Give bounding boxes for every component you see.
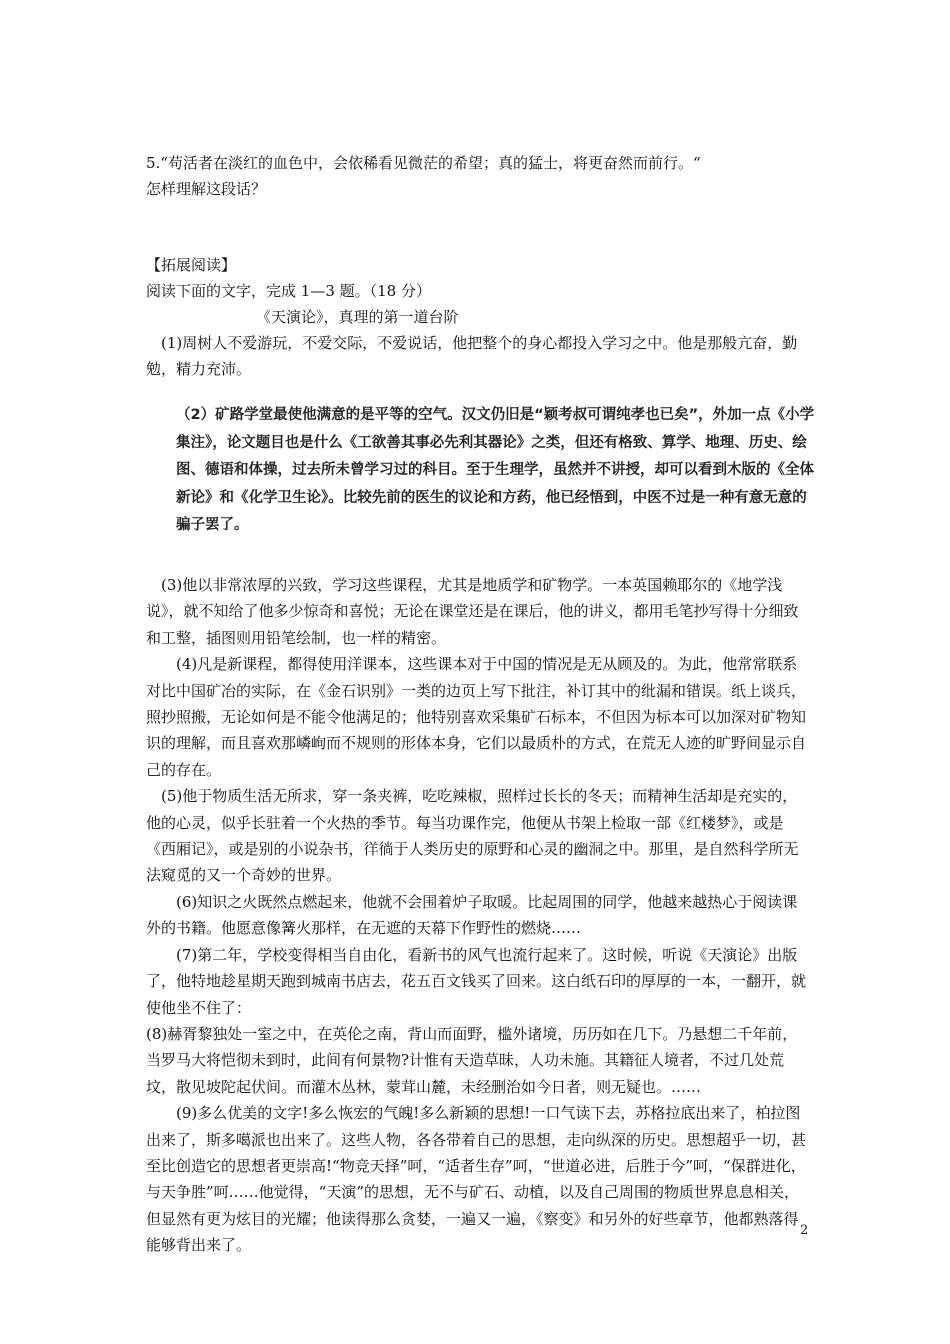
paragraph-5: (5)他于物质生活无所求，穿一条夹裤，吃吃辣椒，照样过长长的冬天；而精神生活却是充实的，他的心灵，似乎长驻着一个火热的季节。每当功课作完，他便从书架上检取一部《红楼梦》，或是《西厢记》，或是别的小说杂书，徉徜于人类历史的原野和心灵的幽洞之中。那里，是自然科学所无法窥觅的又一个奇妙的世界。 [146,787,799,885]
question-5 [146,150,812,202]
extended-reading [146,252,812,382]
paragraph-9: (9)多么优美的文字!多么恢宏的气魄!多么新颖的思想!一口气读下去，苏格拉底出来了，柏拉图出来了，斯多噶派也出来了。这些人物，各各带着自己的思想，走向纵深的历史。思想超乎一切，甚至比创造它的思想者更崇高!“物竞天择”呵，“适者生存”呵，“世道必进，后胜于今”呵，“保群进化，与天争胜”呵……他觉得，“天演”的思想，无不与矿石、动植，以及自己周围的物质世界息息相关，但显然有更为炫目的光耀；他读得那么贪婪，一遍又一遍，《察变》和另外的好些章节，他都熟落得能够背出来了。 [146,1104,807,1255]
question-5-line-2: 怎样理解这段话？ [146,180,267,198]
paragraph-2-scanned [176,402,816,540]
instruction: 阅读下面的文字，完成 1—3 题。（18 分） [146,282,431,300]
paragraph-8: (8)赫胥黎独处一室之中，在英伦之南，背山而面野，槛外诸境，历历如在几下。乃悬想二千年前，当罗马大将恺彻未到时，此间有何景物?计惟有天造草昧，人功未施。其籍征人境者，不过几处荒坟，散见坡陀起伏间。而灌木丛林，蒙茸山麓，未经删治如今日者，则无疑也。…… [146,1024,798,1096]
article-body [146,572,812,1259]
section-heading: 【拓展阅读】 [146,256,237,274]
question-5-line-1: 5.“苟活者在淡红的血色中，会依稀看见微茫的希望；真的猛士，将更奋然而前行。“ [146,154,701,172]
paragraph-4: (4)凡是新课程，都得使用洋课本，这些课本对于中国的情况是无从顾及的。为此，他常常联系对比中国矿冶的实际，在《金石识别》一类的边页上写下批注，补订其中的纰漏和错误。纸上谈兵，照抄照搬，无论如何是不能令他满足的；他特别喜欢采集矿石标本，不但因为标本可以加深对矿物知识的理解，而且喜欢那嶙峋而不规则的形体本身，它们以最质朴的方式，在荒无人迹的旷野间显示自己的存在。 [146,655,807,779]
page-number: 2 [800,1223,809,1238]
article-title: 《天演论》，真理的第一道台阶 [256,308,459,326]
paragraph-7: (7)第二年，学校变得相当自由化，看新书的风气也流行起来了。这时候，听说《天演论》出版了，他特地趁星期天跑到城南书店去，花五百文钱买了回来。这白纸石印的厚厚的一本，一翻开，就使他坐不住了： [146,945,807,1017]
paragraph-6: (6)知识之火既然点燃起来，他就不会围着炉子取暖。比起周围的同学，他越来越热心于阅读课外的书籍。他愿意像篝火那样，在无遮的天幕下作野性的燃烧…… [146,892,798,938]
paragraph-1: (1)周树人不爱游玩，不爱交际，不爱说话，他把整个的身心都投入学习之中。他是那般亢奋，勤勉，精力充沛。 [146,334,798,378]
paragraph-2: （2）矿路学堂最使他满意的是平等的空气。汉文仍旧是“颖考叔可谓纯孝也已矣”，外加一点《小学集注》，论文题目也是什么《工欲善其事必先利其器论》之类，但还有格致、算学、地理、历史、绘图、德语和体操，过去所未曾学习过的科目。至于生理学，虽然并不讲授，却可以看到木版的《全体新论》和《化学卫生论》。比较先前的医生的议论和方药，他已经悟到，中医不过是一种有意无意的骗子罢了。 [176,407,815,533]
paragraph-3: (3)他以非常浓厚的兴致，学习这些课程，尤其是地质学和矿物学。一本英国赖耶尔的《地学浅说》，就不知给了他多少惊奇和喜悦；无论在课堂还是在课后，他的讲义，都用毛笔抄写得十分细致和工整，插图则用铅笔绘制，也一样的精密。 [146,576,799,647]
